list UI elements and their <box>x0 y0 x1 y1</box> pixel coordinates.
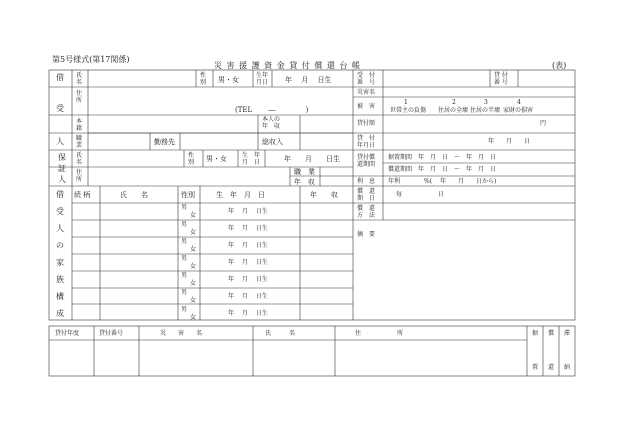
family-sex-male: 男 <box>181 221 188 228</box>
family-sex-male: 男 <box>181 306 188 313</box>
guarantor-sex-value: 男・女 <box>206 155 227 163</box>
borrower-sex-value: 男・女 <box>218 76 239 84</box>
family-header-sex: 性別 <box>181 191 195 199</box>
borrower-name-label: 氏 名 <box>76 72 83 86</box>
form-number: 第5号様式(第17関係) <box>52 55 130 64</box>
family-sex-male: 男 <box>181 255 188 262</box>
family-section-char: 人 <box>56 224 64 233</box>
family-header-income: 年 収 <box>310 191 338 199</box>
family-sex-female: 女 <box>190 297 197 304</box>
borrower-domicile-label: 本 籍 <box>76 118 83 132</box>
family-section-char: 族 <box>56 275 64 284</box>
family-sex-male: 男 <box>181 238 188 245</box>
family-dob: 年 月 日生 <box>228 293 268 300</box>
family-sex-male: 男 <box>181 272 188 279</box>
family-dob: 年 月 日生 <box>228 310 268 317</box>
footer-header-name: 氏 名 <box>265 330 296 337</box>
borrower-income-label: 本人の 年 収 <box>262 116 281 130</box>
damage-option-number: 3 <box>484 99 488 106</box>
guarantor-dob-label: 生 年 月 日 <box>242 152 261 166</box>
footer-defer-2: 置 <box>532 364 539 371</box>
family-dob: 年 月 日生 <box>228 276 268 283</box>
family-section-char: 成 <box>56 309 64 318</box>
footer-header-address: 住 所 <box>355 330 404 337</box>
borrower-dob-value: 年 月 日生 <box>285 76 332 84</box>
family-sex-male: 男 <box>181 204 188 211</box>
section-borrower-3: 人 <box>56 137 64 146</box>
family-dob: 年 月 日生 <box>228 259 268 266</box>
family-header-name: 氏 名 <box>120 191 148 199</box>
damage-option-label: 住居の全壊 <box>438 107 469 114</box>
page-title: 災 害 援 護 資 金 貸 付 償 還 台 帳 <box>214 61 361 70</box>
family-sex-female: 女 <box>190 263 197 270</box>
loan-no-label: 貸 付 番 号 <box>494 72 508 86</box>
borrower-workplace-label: 勤務先 <box>154 138 175 146</box>
loan-date-value: 年 月 日 <box>488 138 531 145</box>
guarantor-name-label: 氏 名 <box>76 152 83 166</box>
footer-repay-1: 償 <box>548 330 555 337</box>
repay-date-value: 毎 日 <box>396 191 445 198</box>
borrower-dob-label: 生年 月日 <box>256 72 269 86</box>
loan-amount-label: 貸付額 <box>357 120 376 127</box>
family-header-dob: 生 年 月 日 <box>216 191 265 199</box>
borrower-sex-label: 性 別 <box>200 72 207 86</box>
deferral-label: 貸付償 還期間 <box>357 154 376 168</box>
family-section-char: の <box>56 241 64 250</box>
family-dob: 年 月 日生 <box>228 242 268 249</box>
receipt-no-label: 受 付 番 号 <box>357 72 376 86</box>
family-sex-male: 男 <box>181 289 188 296</box>
damage-option-label: 住居の半壊 <box>470 107 501 114</box>
borrower-tel: (TEL ― ) <box>235 106 309 114</box>
borrower-address-label: 住 所 <box>76 90 83 104</box>
guarantor-income-label: 年 収 <box>294 178 315 186</box>
guarantor-dob-value: 年 月 日生 <box>284 155 340 163</box>
damage-option-label: 世帯主の負傷 <box>390 107 427 114</box>
section-guarantor: 保証人 <box>58 153 66 184</box>
guarantor-sex-label: 性 別 <box>188 152 195 166</box>
borrower-occupation-label: 職 業 <box>76 135 83 149</box>
family-section-char: 受 <box>56 207 64 216</box>
interest-value: 年利 %( 年 月 日から) <box>388 178 497 185</box>
side-label: (表) <box>552 61 567 70</box>
family-sex-female: 女 <box>190 229 197 236</box>
borrower-total-income-label: 総収入 <box>262 138 283 146</box>
footer-defer-1: 据 <box>532 330 539 337</box>
damage-option-number: 4 <box>517 99 521 106</box>
family-sex-female: 女 <box>190 314 197 321</box>
footer-header-disaster: 災 害 名 <box>160 330 203 337</box>
family-section-char: 構 <box>56 292 64 301</box>
family-dob: 年 月 日生 <box>228 225 268 232</box>
disaster-name-label: 災害名 <box>357 89 376 96</box>
deferral-row-1: 据置期間 年 月 日 ～ 年 月 日 <box>388 154 497 161</box>
guarantor-address-label: 住 所 <box>76 169 83 183</box>
damage-option-label: 家財の損害 <box>503 107 534 114</box>
family-sex-female: 女 <box>190 212 197 219</box>
guarantor-occupation-label: 職 業 <box>294 168 315 176</box>
section-borrower-1: 借 <box>56 73 64 82</box>
loan-amount-unit: 円 <box>540 120 547 127</box>
footer-arrears-1: 滞 <box>564 330 571 337</box>
footer-header-loan-no: 貸付番号 <box>99 330 124 337</box>
section-borrower-2: 受 <box>56 104 64 113</box>
repay-method-label: 償 還 方 法 <box>357 205 376 219</box>
footer-repay-2: 還 <box>548 364 555 371</box>
family-sex-female: 女 <box>190 246 197 253</box>
family-dob: 年 月 日生 <box>228 208 268 215</box>
repay-date-label: 償 還 期 日 <box>357 188 376 202</box>
family-section-char: 家 <box>56 258 64 267</box>
loan-date-label: 貸 付 年月日 <box>357 135 376 149</box>
damage-option-number: 2 <box>452 99 456 106</box>
deferral-row-2: 償還期間 年 月 日 ～ 年 月 日 <box>388 166 497 173</box>
footer-header-year: 貸付年度 <box>55 330 80 337</box>
interest-label: 利 息 <box>357 178 376 185</box>
family-header-relation: 続 柄 <box>74 191 91 199</box>
family-section-char: 借 <box>56 190 64 199</box>
summary-label: 摘 要 <box>357 231 376 238</box>
damage-option-number: 1 <box>404 99 408 106</box>
footer-arrears-2: 納 <box>564 364 571 371</box>
damage-label: 被 害 <box>357 103 376 110</box>
family-sex-female: 女 <box>190 280 197 287</box>
